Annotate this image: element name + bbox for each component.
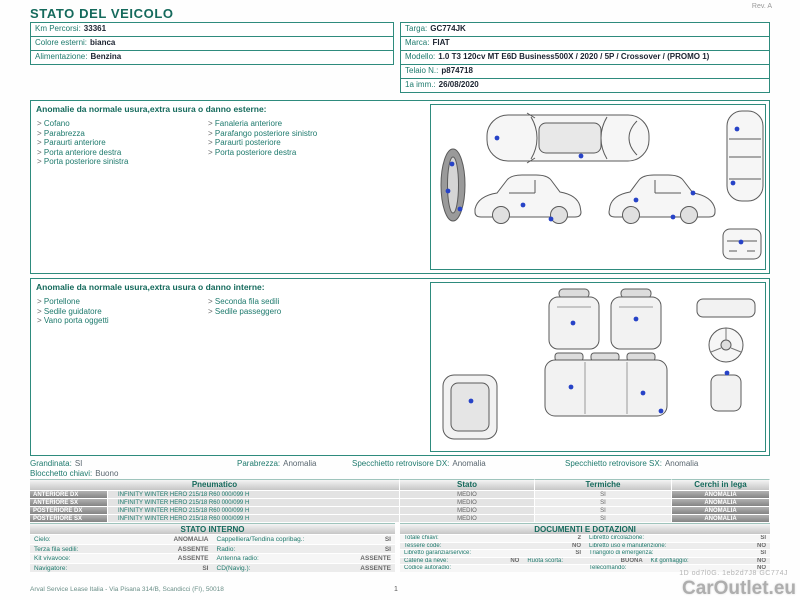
damage-dot bbox=[469, 399, 474, 404]
interior-item: > Sedile passeggero bbox=[208, 307, 281, 317]
documenti-header: DOCUMENTI E DOTAZIONI bbox=[400, 523, 770, 534]
damage-dot bbox=[579, 154, 584, 159]
status-blocchetto-chiavi bbox=[30, 469, 118, 478]
field-label: Kit vivavoce: bbox=[34, 555, 71, 562]
damage-dot bbox=[634, 317, 639, 322]
tyre-description: INFINITY WINTER HERO 215/18 R60 000/099 H bbox=[108, 506, 400, 514]
front-seats-illustration bbox=[549, 289, 661, 349]
exterior-item: > Paraurti posteriore bbox=[208, 138, 317, 148]
exterior-item: > Porta posteriore sinistra bbox=[37, 157, 128, 167]
field-value: SI bbox=[575, 550, 581, 557]
interior-items-col1 bbox=[37, 297, 109, 326]
info-value: 26/08/2020 bbox=[438, 80, 479, 89]
status-value: Buono bbox=[95, 469, 119, 478]
car-top-view bbox=[487, 113, 649, 163]
tyre-cerchi: ANOMALIA bbox=[672, 506, 770, 514]
tyre-stato: MEDIO bbox=[400, 514, 535, 522]
table-row bbox=[400, 534, 770, 542]
exterior-section-title: Anomalie da normale usura,extra usura o danno esterne: bbox=[36, 104, 267, 114]
field-pair bbox=[585, 543, 770, 550]
status-label: Specchietto retrovisore SX: bbox=[565, 459, 662, 468]
field-pair bbox=[30, 535, 213, 544]
field-label: Totale chiavi: bbox=[404, 535, 439, 541]
vehicle-info-right bbox=[400, 22, 770, 93]
damage-dot bbox=[495, 136, 500, 141]
tyre-stato: MEDIO bbox=[400, 506, 535, 514]
field-pair bbox=[30, 545, 213, 554]
info-label: Km Percorsi: bbox=[35, 24, 81, 33]
field-label: Libretto circolazione: bbox=[589, 535, 645, 541]
field-pair bbox=[400, 543, 585, 550]
tyre-description: INFINITY WINTER HERO 215/18 R60 000/099 H bbox=[108, 498, 400, 506]
tyre-position: ANTERIORE DX bbox=[30, 490, 108, 498]
exterior-item: > Fanaleria anteriore bbox=[208, 119, 317, 129]
field-label: Antenna radio: bbox=[216, 555, 259, 562]
field-value: NO bbox=[510, 557, 520, 564]
tyre-position: POSTERIORE SX bbox=[30, 514, 108, 522]
interior-item: > Seconda fila sedili bbox=[208, 297, 281, 307]
field-value: BUONA bbox=[620, 557, 643, 564]
info-label: Targa: bbox=[405, 24, 428, 33]
damage-dot bbox=[571, 321, 576, 326]
car-side-view-right bbox=[609, 175, 715, 224]
tyres-header-cerchi: Cerchi in lega bbox=[672, 479, 770, 490]
damage-dot bbox=[634, 198, 639, 203]
field-value: SI bbox=[384, 536, 391, 543]
damage-dot bbox=[739, 240, 744, 245]
damage-dot bbox=[641, 391, 646, 396]
revision-label: Rev. A bbox=[751, 3, 772, 10]
status-specchietto-dx bbox=[352, 459, 486, 468]
table-row bbox=[400, 549, 770, 557]
status-value: Anomalia bbox=[283, 459, 317, 468]
info-value: 1.0 T3 120cv MT E6D Business500X / 2020 / 5P / Crossover / (PROMO 1) bbox=[438, 52, 710, 61]
field-label: Codice autoradio: bbox=[404, 565, 452, 572]
vehicle-info-left bbox=[30, 22, 394, 65]
rear-seats-illustration bbox=[545, 353, 667, 416]
info-label: 1a imm.: bbox=[405, 80, 436, 89]
info-value: 33361 bbox=[83, 24, 107, 33]
tyres-header-pneumatico: Pneumatico bbox=[30, 479, 400, 490]
tyre-position: POSTERIORE DX bbox=[30, 506, 108, 514]
tailgate-illustration bbox=[443, 375, 497, 439]
dashboard-steering-illustration bbox=[697, 299, 755, 411]
tyres-header-stato: Stato bbox=[400, 479, 535, 490]
info-row-colore bbox=[31, 37, 393, 51]
tyre-description: INFINITY WINTER HERO 215/18 R60 000/099 H bbox=[108, 514, 400, 522]
field-pair bbox=[213, 564, 396, 573]
info-row-targa bbox=[401, 23, 769, 37]
interior-item: > Sedile guidatore bbox=[37, 307, 109, 317]
info-label: Alimentazione: bbox=[35, 52, 88, 61]
interior-diagram-box bbox=[430, 282, 766, 452]
field-label: Libretto garanzia/service: bbox=[404, 550, 472, 557]
info-value: FIAT bbox=[432, 38, 450, 47]
tyre-row bbox=[30, 498, 770, 506]
field-pair bbox=[400, 550, 585, 557]
field-pair bbox=[585, 535, 770, 542]
tyre-row bbox=[30, 490, 770, 498]
field-label: Cappelliera/Tendina copribag.: bbox=[216, 536, 305, 543]
info-label: Marca: bbox=[405, 38, 430, 47]
field-pair bbox=[30, 554, 213, 563]
tyre-termiche: SI bbox=[535, 506, 672, 514]
field-value: ANOMALIA bbox=[173, 536, 209, 543]
tyre-termiche: SI bbox=[535, 514, 672, 522]
exterior-damage-diagram bbox=[431, 105, 765, 269]
field-pair bbox=[400, 535, 585, 542]
field-label: Terza fila sedili: bbox=[34, 545, 79, 553]
interior-anomalies-section bbox=[30, 278, 770, 456]
field-value: ASSENTE bbox=[360, 555, 391, 562]
field-label: Kit gonfiaggio: bbox=[650, 557, 689, 564]
info-value: p874718 bbox=[441, 66, 473, 75]
damage-dot bbox=[735, 127, 740, 132]
damage-dot bbox=[725, 371, 730, 376]
tyres-table-header bbox=[30, 479, 770, 490]
field-label: Tessere code: bbox=[404, 542, 442, 549]
tyre-position: ANTERIORE SX bbox=[30, 498, 108, 506]
tyre-stato: MEDIO bbox=[400, 498, 535, 506]
field-label: Triangolo di emergenza: bbox=[589, 550, 654, 557]
tyre-termiche: SI bbox=[535, 498, 672, 506]
status-label: Grandinata: bbox=[30, 459, 72, 468]
table-row bbox=[30, 534, 395, 544]
info-row-alimentazione bbox=[31, 51, 393, 64]
field-pair bbox=[213, 554, 396, 563]
damage-dot bbox=[671, 215, 676, 220]
field-value: NO bbox=[572, 542, 581, 549]
interior-section-title: Anomalie da normale usura,extra usura o danno interne: bbox=[36, 282, 265, 292]
exterior-item: > Parafango posteriore sinistro bbox=[208, 129, 317, 139]
status-specchietto-sx bbox=[565, 459, 698, 468]
exterior-item: > Parabrezza bbox=[37, 129, 128, 139]
field-value: SI bbox=[202, 564, 209, 572]
status-parabrezza bbox=[237, 459, 317, 468]
car-side-view-left bbox=[475, 175, 581, 224]
tyre-description: INFINITY WINTER HERO 215/18 R60 000/099 H bbox=[108, 490, 400, 498]
interior-items-col2 bbox=[208, 297, 281, 316]
table-row bbox=[30, 544, 395, 554]
tyre-row bbox=[30, 506, 770, 514]
field-pair bbox=[585, 550, 770, 557]
tyres-table bbox=[30, 479, 770, 522]
damage-dot bbox=[446, 189, 451, 194]
damage-dot bbox=[521, 203, 526, 208]
info-row-modello bbox=[401, 51, 769, 65]
field-label: Navigatore: bbox=[34, 564, 68, 572]
footer-company-address: Arval Service Lease Italia - Via Pisana 314/B, Scandicci (FI), 50018 bbox=[30, 586, 224, 593]
damage-dot bbox=[458, 207, 463, 212]
field-label: Radio: bbox=[216, 545, 236, 553]
exterior-items-col1 bbox=[37, 119, 128, 167]
interior-item: > Portellone bbox=[37, 297, 109, 307]
field-pair bbox=[30, 564, 213, 573]
damage-dot bbox=[659, 409, 664, 414]
field-value: SI bbox=[760, 550, 766, 557]
field-label: Libretto uso e manutenzione: bbox=[589, 542, 667, 549]
page-number: 1 bbox=[394, 586, 398, 593]
info-row-km bbox=[31, 23, 393, 37]
damage-dot bbox=[691, 191, 696, 196]
exterior-anomalies-section bbox=[30, 100, 770, 274]
info-row-telaio bbox=[401, 65, 769, 79]
stato-interno-header: STATO INTERNO bbox=[30, 523, 395, 534]
field-label: Telecomando: bbox=[589, 565, 627, 572]
field-pair bbox=[400, 558, 523, 565]
field-label: Cielo: bbox=[34, 536, 51, 543]
car-top-view-vertical bbox=[727, 111, 763, 201]
field-pair bbox=[523, 558, 646, 565]
scan-artifact-text: 1D od7l0G. 1eb2d7J8 GC774J bbox=[679, 570, 788, 577]
field-pair bbox=[400, 565, 585, 572]
table-row bbox=[30, 553, 395, 563]
page-title: STATO DEL VEICOLO bbox=[30, 6, 174, 21]
field-value: NO bbox=[756, 557, 766, 564]
field-pair bbox=[213, 545, 396, 554]
info-label: Modello: bbox=[405, 52, 436, 61]
tyre-row bbox=[30, 514, 770, 522]
tyre-cerchi: ANOMALIA bbox=[672, 498, 770, 506]
status-label: Blocchetto chiavi: bbox=[30, 469, 93, 478]
table-row bbox=[400, 542, 770, 550]
field-value: ASSENTE bbox=[177, 555, 209, 562]
field-value: SI bbox=[760, 535, 766, 541]
status-label: Specchietto retrovisore DX: bbox=[352, 459, 450, 468]
damage-dot bbox=[731, 181, 736, 186]
field-value: SI bbox=[384, 545, 391, 553]
tyre-termiche: SI bbox=[535, 490, 672, 498]
exterior-item: > Cofano bbox=[37, 119, 128, 129]
status-value: Anomalia bbox=[664, 459, 699, 468]
field-value: 2 bbox=[577, 535, 581, 541]
tyre-cerchi: ANOMALIA bbox=[672, 490, 770, 498]
exterior-diagram-box bbox=[430, 104, 766, 270]
info-value: bianca bbox=[90, 38, 116, 47]
damage-dot bbox=[569, 385, 574, 390]
info-value: Benzina bbox=[90, 52, 122, 61]
field-label: Catene da neve: bbox=[404, 557, 449, 564]
info-label: Telaio N.: bbox=[405, 66, 439, 75]
status-grandinata bbox=[30, 459, 82, 468]
info-row-marca bbox=[401, 37, 769, 51]
status-label: Parabrezza: bbox=[237, 459, 281, 468]
field-label: Ruota scorta: bbox=[527, 557, 564, 564]
field-value: ASSENTE bbox=[360, 564, 391, 572]
documenti-dotazioni-table bbox=[400, 523, 770, 572]
field-pair bbox=[647, 558, 770, 565]
field-value: ASSENTE bbox=[177, 545, 209, 553]
field-value: NO bbox=[757, 565, 766, 572]
info-row-immatricolazione bbox=[401, 79, 769, 92]
stato-interno-table bbox=[30, 523, 395, 572]
tyre-stato: MEDIO bbox=[400, 490, 535, 498]
status-value: Anomalia bbox=[452, 459, 486, 468]
field-pair bbox=[213, 535, 396, 544]
interior-item: > Vano porta oggetti bbox=[37, 316, 109, 326]
info-value: GC774JK bbox=[430, 24, 466, 33]
info-label: Colore esterni: bbox=[35, 38, 88, 47]
interior-damage-diagram bbox=[431, 283, 765, 451]
table-row bbox=[400, 557, 770, 565]
exterior-item: > Porta anteriore destra bbox=[37, 148, 128, 158]
exterior-item: > Porta posteriore destra bbox=[208, 148, 317, 158]
exterior-item: > Paraurti anteriore bbox=[37, 138, 128, 148]
damage-dot bbox=[549, 217, 554, 222]
exterior-items-col2 bbox=[208, 119, 317, 157]
caroutlet-watermark: CarOutlet.eu bbox=[681, 578, 796, 599]
status-value: SI bbox=[74, 459, 83, 468]
table-row bbox=[30, 563, 395, 573]
tyre-cerchi: ANOMALIA bbox=[672, 514, 770, 522]
field-value: NO bbox=[757, 542, 766, 549]
damage-dot bbox=[450, 162, 455, 167]
field-label: CD(Navig.): bbox=[216, 564, 251, 572]
tyres-header-termiche: Termiche bbox=[535, 479, 672, 490]
